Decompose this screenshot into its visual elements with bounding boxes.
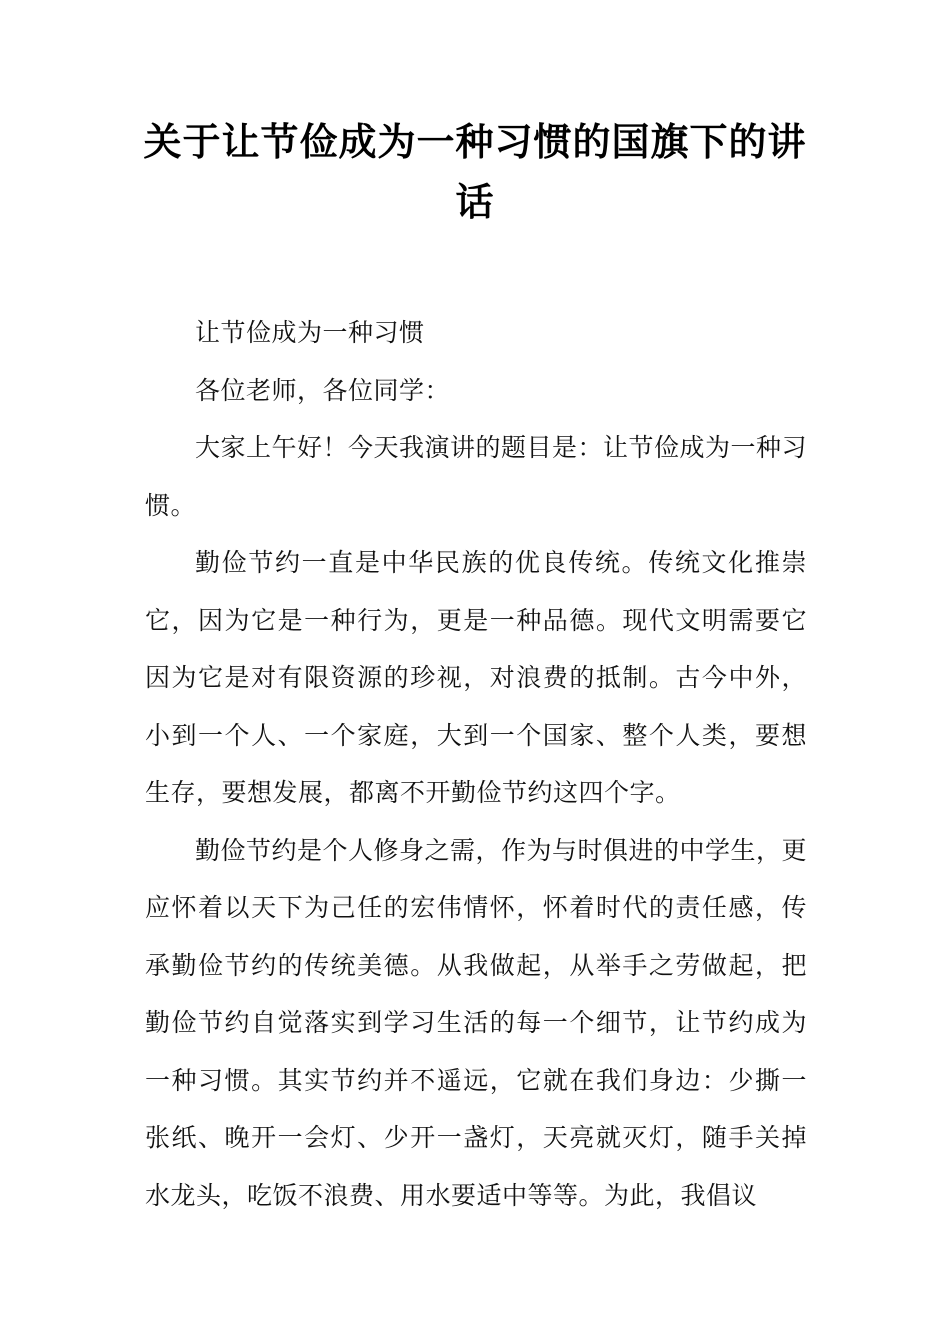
paragraph-subtitle: 让节俭成为一种习惯	[195, 318, 425, 347]
document-title: 关于让节俭成为一种习惯的国旗下的讲话	[143, 120, 807, 224]
paragraph-self-cultivation: 勤俭节约是个人修身之需，作为与时俱进的中学生，更应怀着以天下为己任的宏伟情怀，怀着时代的责任感，传承勤俭节约的传统美德。从我做起，从举手之劳做起，把勤俭节约自觉落实到学习生活的每一个细节，让节约成为一种习惯。其实节约并不遥远，它就在我们身边：少撕一张纸、晚开一会灯、少开一盏灯，天亮就灭灯，随手关掉水龙头，吃饭不浪费、用水要适中等等。为此，我倡议	[145, 835, 808, 1210]
paragraph-salutation: 各位老师，各位同学：	[195, 375, 451, 405]
document-body	[145, 304, 807, 1224]
paragraph-tradition: 勤俭节约一直是中华民族的优良传统。传统文化推崇它，因为它是一种行为，更是一种品德。现代文明需要它因为它是对有限资源的珍视，对浪费的抵制。古今中外，小到一个人、一个家庭，大到一个国家、整个人类，要想生存，要想发展，都离不开勤俭节约这四个字。	[145, 548, 807, 807]
paragraph-greeting: 大家上午好！今天我演讲的题目是：让节俭成为一种习惯。	[145, 433, 808, 520]
